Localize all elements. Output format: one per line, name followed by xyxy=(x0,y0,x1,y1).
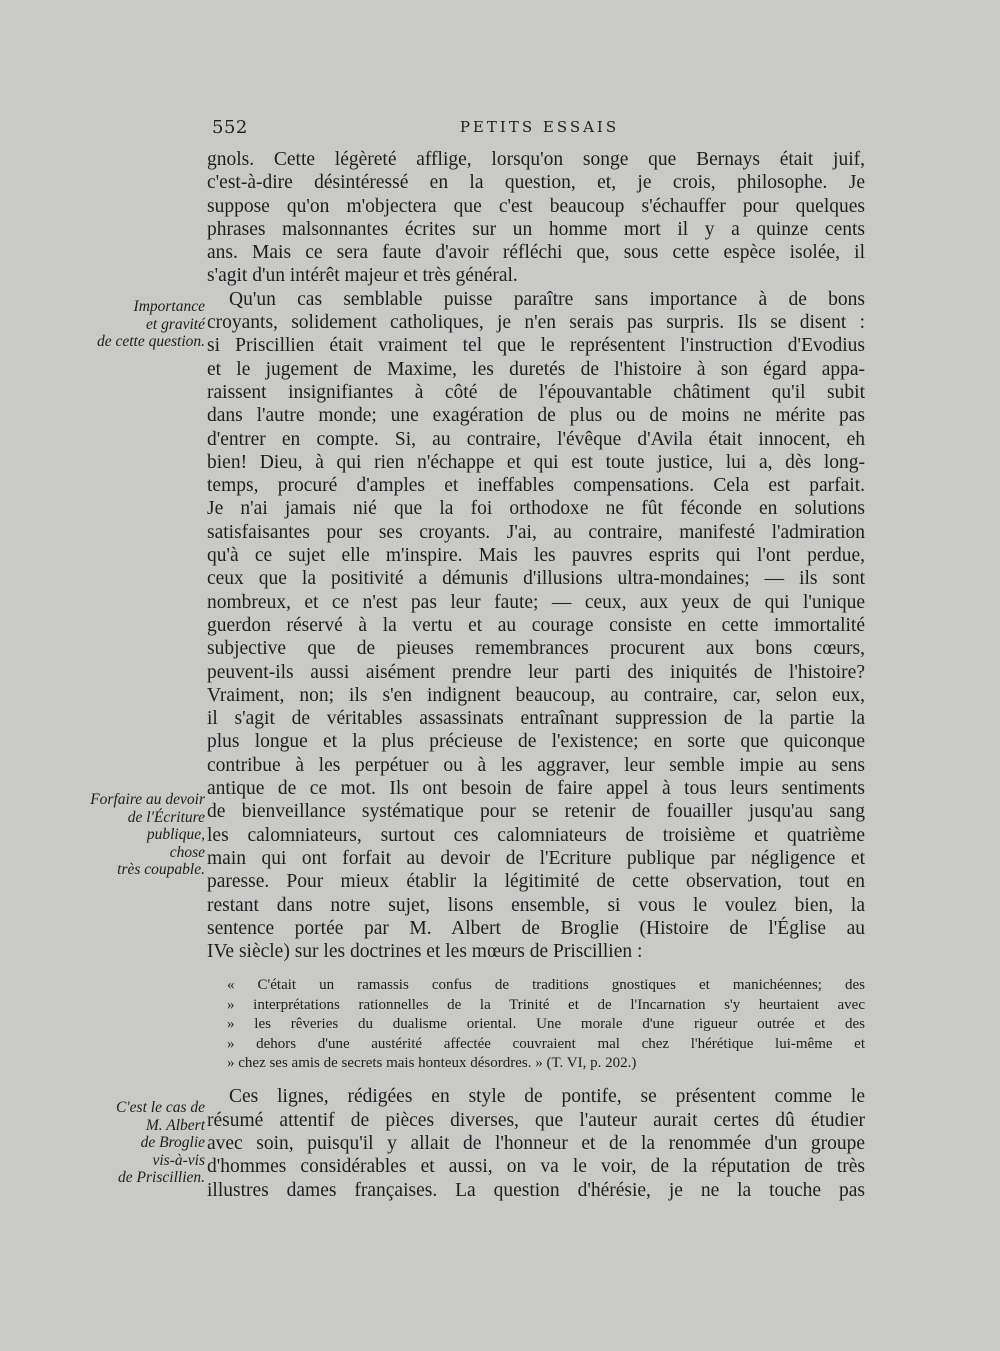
quote-line: » interprétations rationnelles de la Trinité et de l'Incarnation s'y heurtaient avec xyxy=(227,996,865,1013)
text-line: Ces lignes, rédigées en style de pontife, se présentent comme le xyxy=(229,1086,865,1108)
text-line: raissent insignifiantes à côté de l'épouvantable châtiment qu'il subit xyxy=(207,381,865,403)
text-line: Je n'ai jamais nié que la foi orthodoxe ne fût féconde en solutions xyxy=(207,498,865,520)
quote-line: » chez ses amis de secrets mais honteux désordres. » (T. VI, p. 202.) xyxy=(227,1054,637,1071)
text-line: satisfaisantes pour ses croyants. J'ai, au contraire, manifesté l'admiration xyxy=(207,521,865,543)
text-line: temps, procuré d'amples et ineffables compensations. Cela est parfait. xyxy=(207,475,865,497)
main-text xyxy=(207,148,865,1202)
margin-note-line: Forfaire au devoir xyxy=(90,791,205,808)
text-line: d'hommes considérables et aussi, on va le voir, de la réputation de très xyxy=(207,1156,865,1178)
text-line: subjective que de pieuses remembrances procurent aux bons cœurs, xyxy=(207,638,865,660)
text-line: nombreux, et ce n'est pas leur faute; — ceux, aux yeux de qui l'unique xyxy=(207,591,865,613)
text-line: Vraiment, non; ils s'en indignent beaucoup, au contraire, car, selon eux, xyxy=(207,684,865,706)
text-line: restant dans notre sujet, lisons ensemble, si vous le voulez bien, la xyxy=(207,894,865,916)
page-header xyxy=(212,117,867,143)
paragraph xyxy=(207,1085,865,1201)
text-line: ans. Mais ce sera faute d'avoir réfléchi que, sous cette espèce isolée, il xyxy=(207,242,865,264)
paragraph xyxy=(207,288,865,964)
quote-line: » dehors d'une austérité affectée couvraient mal chez l'hérétique lui-même et xyxy=(227,1035,865,1052)
margin-note-line: publique, xyxy=(146,826,205,843)
text-line: croyants, solidement catholiques, je n'en serais pas surpris. Ils se disent : xyxy=(207,312,865,334)
text-line: illustres dames françaises. La question d'hérésie, je ne la touche pas xyxy=(207,1179,865,1201)
text-line: dans l'autre monde; une exagération de plus ou de moins ne mérite pas xyxy=(207,405,865,427)
page-number: 552 xyxy=(212,117,248,138)
margin-note-line: Importance xyxy=(133,298,205,315)
text-line: s'agit d'un intérêt majeur et très général. xyxy=(207,265,518,287)
text-line: c'est-à-dire désintéressé en la question, et, je crois, philosophe. Je xyxy=(207,172,865,194)
margin-note-line: et gravité xyxy=(146,315,205,333)
margin-note-line: de l'Écriture xyxy=(127,808,205,826)
margin-note-line: vis-à-vis xyxy=(152,1151,205,1169)
margin-note-line: très coupable. xyxy=(117,861,205,878)
text-line: d'entrer en compte. Si, au contraire, l'évêque d'Avila était innocent, eh xyxy=(207,428,865,450)
quote-line: » les rêveries du dualisme oriental. Une morale d'une rigueur outrée et des xyxy=(227,1016,865,1033)
text-line: suppose qu'on m'objectera que c'est beaucoup s'échauffer pour quelques xyxy=(207,195,865,217)
paragraph xyxy=(207,148,865,288)
text-line: sentence portée par M. Albert de Broglie (Histoire de l'Église au xyxy=(207,917,865,939)
text-line: Qu'un cas semblable puisse paraître sans importance à de bons xyxy=(229,288,865,310)
text-line: de bienveillance systématique pour se retenir de fouailler jusqu'au sang xyxy=(207,801,865,823)
margin-note-line: de Broglie xyxy=(140,1134,205,1151)
margin-note-forfaire xyxy=(75,791,205,879)
text-line: paresse. Pour mieux établir la légitimité de cette observation, tout en xyxy=(207,871,865,893)
quote-line: « C'était un ramassis confus de traditions gnostiques et manichéennes; des xyxy=(227,977,865,994)
margin-note-line: de Priscillien. xyxy=(118,1169,205,1186)
margin-note-line: de cette question. xyxy=(96,333,205,350)
text-line: main qui ont forfait au devoir de l'Ecriture publique par négligence et xyxy=(207,847,865,869)
block-quotation xyxy=(207,976,865,1073)
text-line: avec soin, puisqu'il y allait de l'honneur et de la renommée d'un groupe xyxy=(207,1132,865,1154)
text-line: qu'à ce sujet elle m'inspire. Mais les pauvres esprits qui l'ont perdue, xyxy=(207,545,865,567)
text-line: peuvent-ils aussi aisément prendre leur parti des iniquités de l'histoire? xyxy=(207,661,865,683)
margin-note-importance xyxy=(75,298,205,351)
text-line: phrases malsonnantes écrites sur un homme mort il y a quinze cents xyxy=(207,218,865,240)
text-line: antique de ce mot. Ils ont besoin de faire appel à tous leurs sentiments xyxy=(207,778,865,800)
text-line: guerdon réservé à la vertu et au courage consiste en cette immortalité xyxy=(207,614,865,636)
text-line: contribue à les perpétuer ou à les aggraver, leur semble impie au sens xyxy=(207,754,865,776)
text-line: les calomniateurs, surtout ces calomniateurs de troisième et quatrième xyxy=(207,824,865,846)
running-title: PETITS ESSAIS xyxy=(459,118,620,136)
margin-note-line: C'est le cas de xyxy=(116,1099,205,1116)
text-line: il s'agit de véritables assassinats entraînant suppression de la partie la xyxy=(207,708,865,730)
text-line: résumé attentif de pièces diverses, que l'auteur aurait certes dû étudier xyxy=(207,1109,865,1131)
text-line: gnols. Cette légèreté afflige, lorsqu'on songe que Bernays était juif, xyxy=(207,149,865,170)
margin-note-line: M. Albert xyxy=(145,1116,205,1134)
text-line: ceux que la positivité a démunis d'illusions ultra-mondaines; — ils sont xyxy=(207,568,865,590)
text-line: bien! Dieu, à qui rien n'échappe et qui est toute justice, lui a, dès long- xyxy=(207,451,865,473)
text-line: si Priscillien était vraiment tel que le représentent l'instruction d'Evodius xyxy=(207,335,865,357)
margin-note-broglie xyxy=(75,1099,205,1187)
text-line: IVe siècle) sur les doctrines et les mœurs de Priscillien : xyxy=(207,941,643,963)
text-line: plus longue et la plus précieuse de l'existence; en sorte que quiconque xyxy=(207,731,865,753)
text-line: et le jugement de Maxime, les duretés de l'histoire à son égard appa- xyxy=(207,358,865,380)
margin-note-line: chose xyxy=(169,843,205,861)
